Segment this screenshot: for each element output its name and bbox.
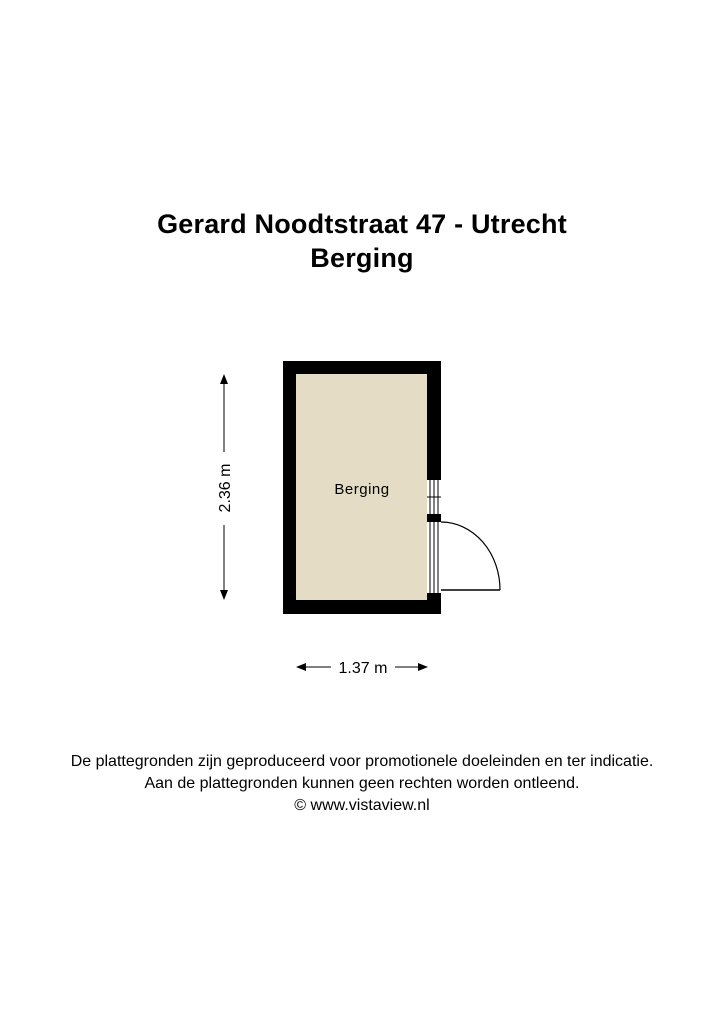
height-dimension-label: 2.36 m [217, 463, 234, 513]
plan-title-room: Berging [310, 243, 414, 273]
dimension-arrow-down [220, 590, 228, 600]
door-swing [441, 522, 500, 590]
right-wall-openings [427, 480, 441, 593]
dimension-arrow-right [418, 663, 428, 671]
height-dimension [217, 374, 234, 600]
disclaimer-line-1: De plattegronden zijn geproduceerd voor promotionele doeleinden en ter indicatie. [70, 753, 654, 770]
dimension-arrow-left [296, 663, 306, 671]
width-dimension-label: 1.37 m [338, 660, 388, 677]
door-swing-arc [441, 522, 500, 590]
copyright-line: © www.vistaview.nl [294, 797, 430, 814]
width-dimension [296, 660, 428, 677]
room-label: Berging [334, 481, 390, 498]
plan-title-address: Gerard Noodtstraat 47 - Utrecht [157, 209, 567, 239]
wall-segment [427, 514, 441, 522]
dimension-arrow-up [220, 374, 228, 384]
disclaimer-line-2: Aan de plattegronden kunnen geen rechten worden ontleend. [144, 775, 580, 792]
